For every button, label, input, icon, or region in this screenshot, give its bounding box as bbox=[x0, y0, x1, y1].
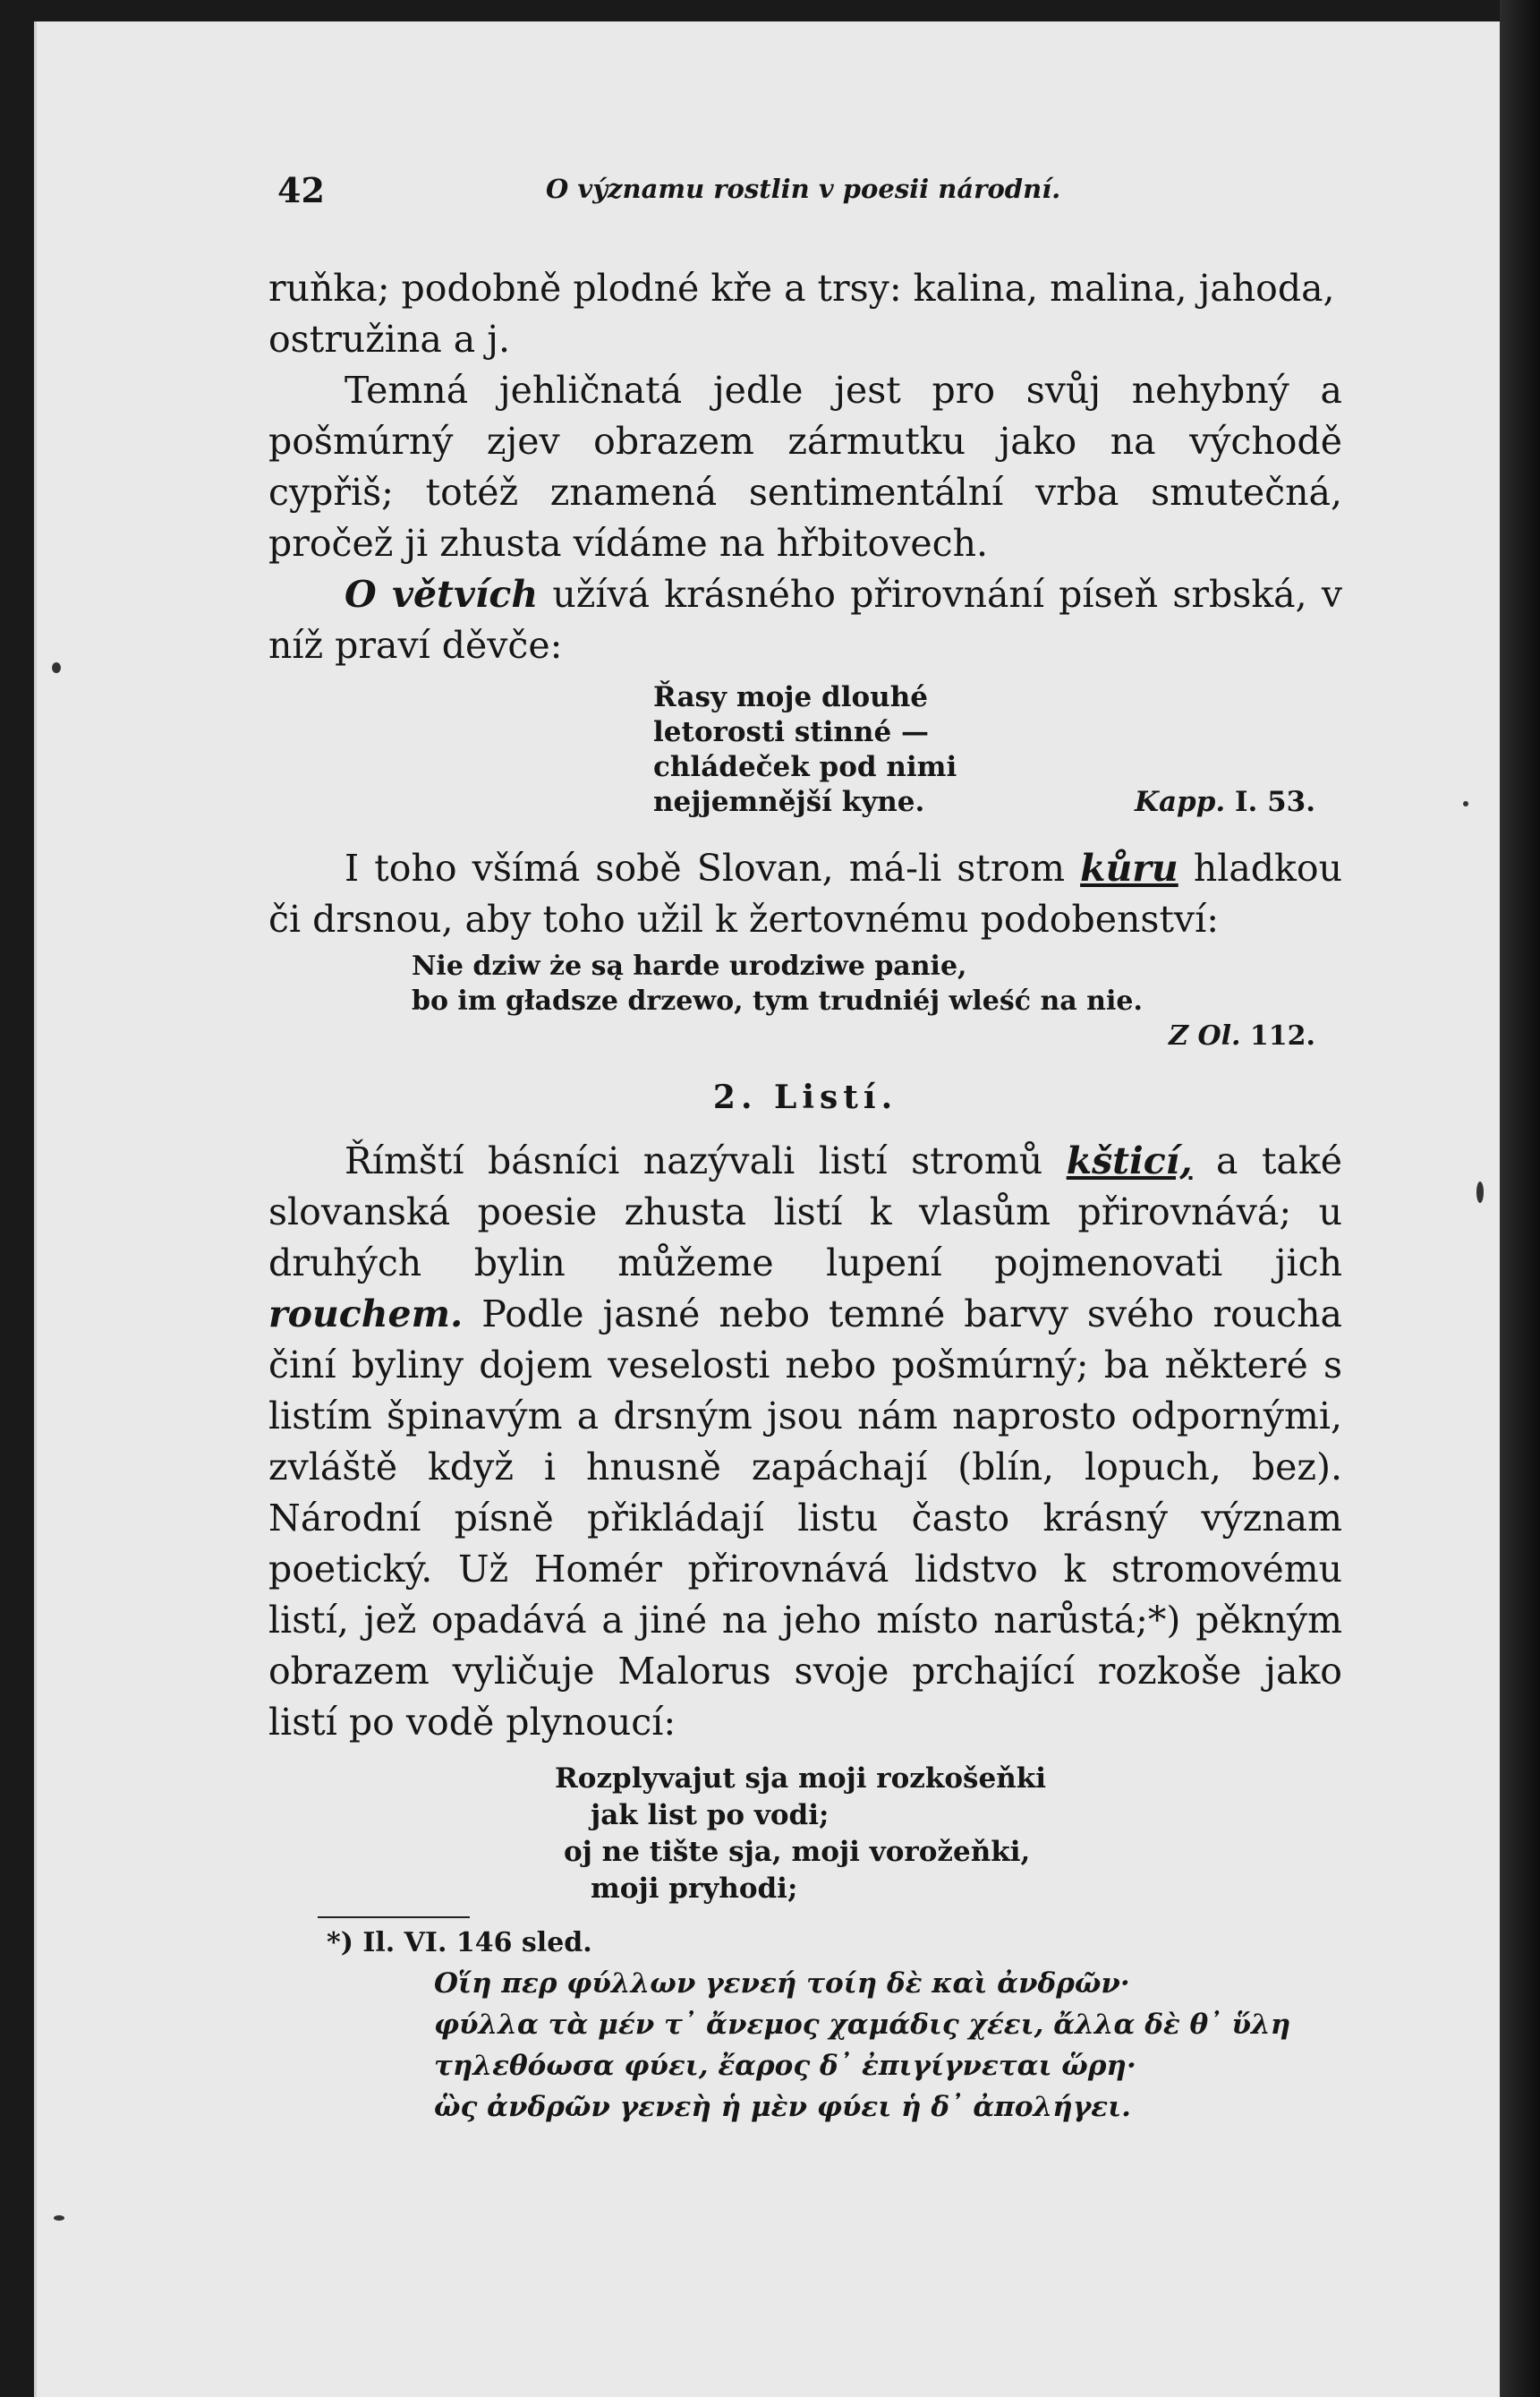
text-line: ostružina a j. bbox=[268, 318, 511, 361]
paragraph-text: Římští básníci nazývali listí stromů bbox=[345, 1139, 1067, 1182]
footnote bbox=[327, 1925, 1342, 2128]
running-title: O významu rostlin v poesii národní. bbox=[546, 174, 1061, 204]
page-number: 42 bbox=[277, 170, 325, 210]
italic-term: rouchem. bbox=[268, 1292, 464, 1335]
greek-line: ὣς ἀνδρῶν γενεὴ ἡ μὲν φύει ἡ δ᾽ ἀπολήγει. bbox=[434, 2091, 1131, 2123]
paragraph-jedle: Temná jehličnatá jedle jest pro svůj nehybný a pošmúrný zjev obrazem zármutku jako na východě cypřiš; totéž znamená sentimentální vrba smutečná, pročež ji zhusta vídáme na hřbitovech. bbox=[268, 369, 1342, 565]
verse-serbian bbox=[653, 680, 1315, 820]
scan-speck bbox=[52, 662, 61, 673]
book-edge-shadow bbox=[1500, 0, 1540, 2397]
verse-source bbox=[412, 1019, 1315, 1053]
footnote-rule bbox=[318, 1916, 470, 1918]
paragraph-listi bbox=[268, 1136, 1342, 1748]
section-heading: 2. Listí. bbox=[712, 1079, 898, 1116]
verse-line: Rozplyvajut sja moji rozkošeňki bbox=[555, 1762, 1047, 1795]
scan-speck bbox=[1463, 801, 1468, 806]
italic-term: kšticí, bbox=[1066, 1139, 1193, 1182]
source-ref: I. 53. bbox=[1225, 786, 1315, 818]
greek-line: Οἵη περ φύλλων γενεή τοίη δὲ καὶ ἀνδρῶν· bbox=[434, 1967, 1130, 2000]
book-page bbox=[268, 170, 1342, 2128]
verse-ukrainian bbox=[555, 1761, 1342, 1907]
source-ref: 112. bbox=[1240, 1020, 1315, 1052]
verse-source bbox=[1135, 785, 1315, 820]
paragraph-text: Podle jasné nebo temné barvy svého roucha činí byliny dojem veselosti nebo pošmúrný; ba některé s listím špinavým a drsným jsou nám naprosto odpornými, zvláště když i hnusně zapáchají (blín, lopuch, bez). Národní písně přikládají listu často krásný význam poetický. Už Homér přirovnává lidstvo k stromovému listí, jež opadává a jiné na jeho místo narůstá;*) pěkným obrazem vyličuje Malorus svoje prchající rozkoše jako listí po vodě plynoucí: bbox=[268, 1292, 1342, 1744]
paragraph-kura bbox=[268, 843, 1342, 945]
greek-line: φύλλα τὰ μέν τ᾽ ἄνεμος χαμάδις χέει, ἄλλα δὲ θ᾽ ὕλη bbox=[434, 2009, 1291, 2041]
verse-line: moji pryhodi; bbox=[591, 1872, 798, 1905]
greek-line: τηλεθόωσα φύει, ἔαρος δ᾽ ἐπιγίγνεται ὥρη· bbox=[434, 2050, 1136, 2082]
verse-line: bo im gładsze drzewo, tym trudniéj wleść na nie. bbox=[412, 985, 1143, 1017]
paragraph-continuation bbox=[268, 263, 1342, 365]
italic-term: kůru bbox=[1080, 847, 1178, 890]
verse-line: Nie dziw że są harde urodziwe panie, bbox=[412, 951, 967, 982]
paragraph-text: hladkou či drsnou, aby toho užil k žertovnému podobenství: bbox=[268, 847, 1342, 941]
verse-line-text: nejjemnější kyne. bbox=[653, 786, 925, 818]
verse-line: jak list po vodi; bbox=[591, 1799, 830, 1831]
verse-polish bbox=[412, 949, 1315, 1053]
scan-speck bbox=[54, 2215, 64, 2221]
verse-line: chládeček pod nimi bbox=[653, 751, 957, 783]
page-header bbox=[268, 170, 1342, 224]
paragraph-text: I toho všímá sobě Slovan, má-li strom bbox=[345, 847, 1081, 890]
source-abbrev: Z Ol. bbox=[1169, 1020, 1241, 1052]
text-line: ruňka; podobně plodné kře a trsy: kalina, malina, jahoda, bbox=[268, 267, 1335, 310]
paragraph-text: užívá krásného přirovnání píseň srbská, v níž praví děvče: bbox=[268, 573, 1342, 667]
paragraph-vetve bbox=[268, 569, 1342, 671]
greek-quote bbox=[434, 1963, 1342, 2128]
verse-line: letorosti stinné — bbox=[653, 716, 929, 748]
verse-line bbox=[653, 785, 1315, 820]
paragraph-text: a také slovanská poesie zhusta listí k vlasům přirovnává; u druhých bylin můžeme lupení pojmenovati jich bbox=[268, 1139, 1342, 1284]
scan-speck bbox=[1476, 1181, 1484, 1203]
verse-line: oj ne tište sja, moji vorožeňki, bbox=[564, 1836, 1031, 1868]
footnote-reference: *) Il. VI. 146 sled. bbox=[327, 1927, 592, 1958]
italic-term: O větvích bbox=[345, 573, 539, 616]
source-abbrev: Kapp. bbox=[1135, 786, 1226, 818]
verse-line: Řasy moje dlouhé bbox=[653, 681, 928, 713]
